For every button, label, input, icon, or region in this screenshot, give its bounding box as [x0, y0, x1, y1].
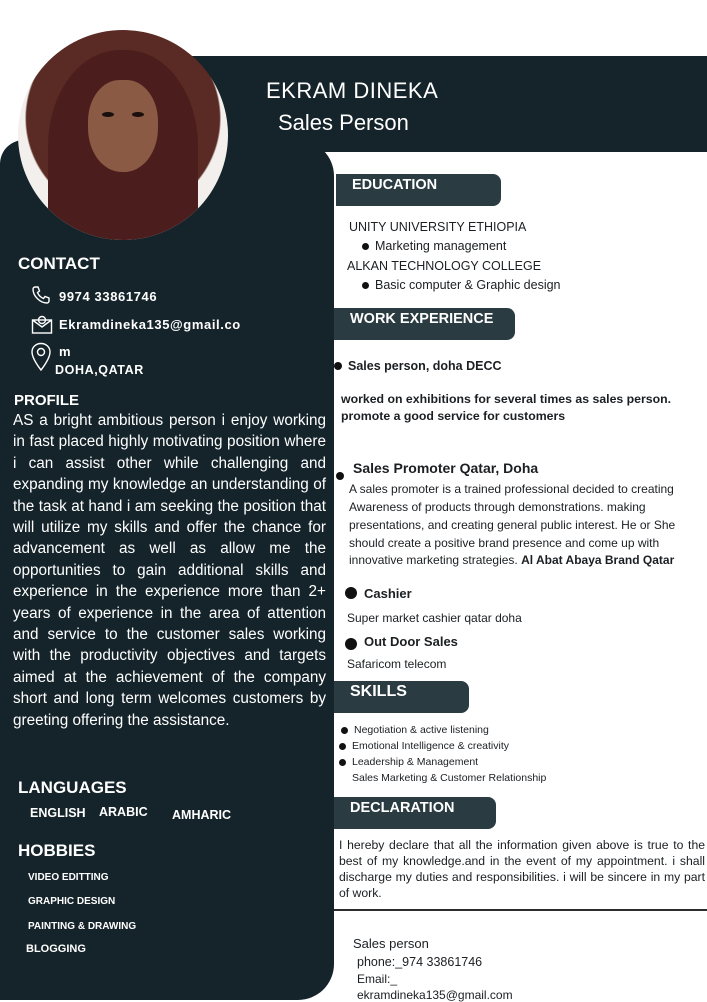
- skill-item: Leadership & Management: [339, 756, 478, 768]
- education-item: Marketing management: [362, 239, 506, 253]
- bullet-icon: [339, 759, 346, 766]
- candidate-name: EKRAM DINEKA: [266, 78, 439, 103]
- divider: [334, 909, 707, 911]
- footer-role: Sales person: [353, 936, 429, 951]
- hobby-item: VIDEO EDITTING: [28, 872, 109, 883]
- header-bar: [190, 56, 707, 152]
- declaration-text: I hereby declare that all the information given above is true to the best of my knowledge.and in the event of my appointment. i shall discharge my duties and responsibilities. i will be sincere in my part of work.: [339, 838, 705, 900]
- bullet-icon: [362, 282, 369, 289]
- contact-location: DOHA,QATAR: [55, 363, 144, 377]
- education-school: UNITY UNIVERSITY ETHIOPIA: [349, 220, 527, 234]
- skill-item: Emotional Intelligence & creativity: [339, 740, 509, 752]
- job-description: Super market cashier qatar doha: [347, 611, 522, 625]
- job-description: Safaricom telecom: [347, 657, 447, 671]
- job-title: Cashier: [364, 586, 412, 601]
- job-title: Sales person, doha DECC: [348, 359, 502, 373]
- job-description: promote a good service for customers: [341, 409, 566, 423]
- contact-email-continued: m: [59, 344, 72, 359]
- work-experience-heading: WORK EXPERIENCE: [334, 308, 515, 340]
- job-description: should create a positive brand presence and come up with: [349, 536, 660, 550]
- hobby-item: GRAPHIC DESIGN: [28, 896, 116, 907]
- profile-photo: [18, 30, 228, 240]
- language-item: ARABIC: [99, 805, 148, 819]
- declaration-heading: DECLARATION: [334, 797, 496, 829]
- language-item: AMHARIC: [172, 808, 232, 822]
- footer-phone: phone:_974 33861746: [357, 955, 483, 969]
- job-description: A sales promoter is a trained professional decided to creating: [349, 482, 674, 496]
- education-school: ALKAN TECHNOLOGY COLLEGE: [347, 259, 542, 273]
- job-title: Out Door Sales: [364, 634, 458, 649]
- contact-email: Ekramdineka135@gmail.co: [59, 317, 241, 332]
- hobby-item: BLOGGING: [26, 943, 86, 955]
- location-icon: [30, 342, 52, 372]
- bullet-icon: [362, 243, 369, 250]
- bullet-icon: [336, 472, 344, 480]
- education-item: Basic computer & Graphic design: [362, 278, 561, 292]
- languages-heading: LANGUAGES: [18, 778, 127, 797]
- hobby-item: PAINTING & DRAWING: [28, 921, 137, 932]
- footer-email: ekramdineka135@gmail.com: [357, 988, 513, 1002]
- contact-heading: CONTACT: [18, 254, 100, 273]
- job-description: presentations, and creating general public interest. He or She: [349, 518, 676, 532]
- profile-summary: AS a bright ambitious person i enjoy working in fast placed highly motivating position where i can assist other while challenging and expanding my knowledge an understanding of the task at hand i am seeking the position that will utilize my skills and offer the chance for advancement as well as allow me the opportunities to gain additional skills and experience in the experience more than 2+ years of experience in the area of attention and service to the customer sales working with the productivity objectives and targets aimed at the achievement of the company short and long term welcomes customers by greeting offering the assistance.: [13, 412, 326, 729]
- education-heading: EDUCATION: [336, 174, 501, 206]
- hobbies-heading: HOBBIES: [18, 841, 96, 860]
- bullet-icon: [339, 743, 346, 750]
- job-title: Sales Promoter Qatar, Doha: [353, 460, 539, 476]
- email-icon: [31, 315, 53, 335]
- bullet-icon: [345, 638, 357, 650]
- job-description: Awareness of products through demonstrations. making: [349, 500, 646, 514]
- bullet-icon: [334, 362, 342, 370]
- language-item: ENGLISH: [30, 806, 86, 820]
- bullet-icon: [345, 587, 357, 599]
- skill-item: Sales Marketing & Customer Relationship: [352, 772, 547, 784]
- job-description: worked on exhibitions for several times as sales person.: [341, 392, 672, 406]
- contact-phone: 9974 33861746: [59, 289, 158, 304]
- footer-email-label: Email:_: [357, 972, 398, 986]
- job-company: Al Abat Abaya Brand Qatar: [521, 553, 675, 567]
- bullet-icon: [341, 727, 348, 734]
- skills-heading: SKILLS: [334, 681, 469, 713]
- profile-heading: PROFILE: [14, 392, 80, 409]
- job-description: innovative marketing strategies. Al Abat Abaya Brand Qatar: [349, 553, 675, 567]
- candidate-role: Sales Person: [278, 110, 409, 135]
- phone-icon: [31, 285, 51, 305]
- skill-item: Negotiation & active listening: [341, 724, 489, 736]
